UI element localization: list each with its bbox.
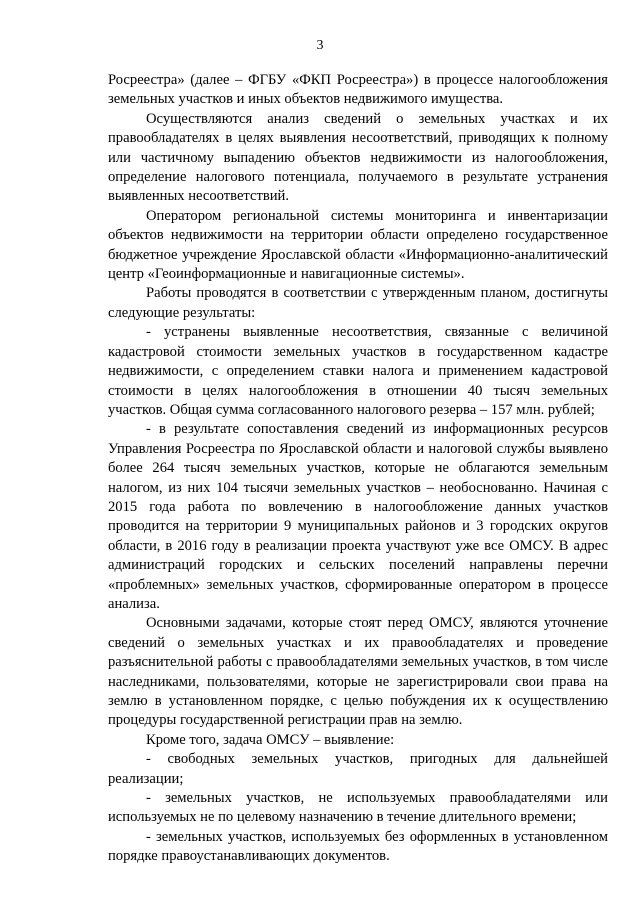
paragraph-result-comparison: - в результате сопоставления сведений из информационных ресурсов Управления Росреестра по Ярославской области и налоговой службы выявлено более 264 тысяч земельных участков, которые не облагаются земельным налогом, из них 104 тысячи земельных участков – необоснованно. Начиная с 2015 года работа по вовлечению в налогообложение данных участков проводится на территории 9 муниципальных районов и 3 городских округов области, в 2016 году в реализации проекта участвуют уже все ОМСУ. В адрес администраций городских и сельских поселений направлены перечни «проблемных» земельных участков, сформированные оператором в процессе анализа. bbox=[108, 421, 608, 612]
paragraph-operator: Оператором региональной системы мониторинга и инвентаризации объектов недвижимости на территории области определено государственное бюджетное учреждение Ярославской области «Информационно-аналитический центр «Геоинформационные и навигационные системы». bbox=[108, 207, 608, 283]
paragraph-result-cadastral: - устранены выявленные несоответствия, связанные с величиной кадастровой стоимости земельных участков в государственном кадастре недвижимости, с определением ставки налога и применением кадастровой стоимости в целях налогообложения в отношении 40 тысяч земельных участков. Общая сумма согласованного налогового резерва – 157 млн. рублей; bbox=[108, 324, 608, 418]
list-item-undocumented-plots: - земельных участков, используемых без оформленных в установленном порядке правоустанавливающих документов. bbox=[108, 828, 608, 865]
list-item-free-plots: - свободных земельных участков, пригодных для дальнейшей реализации; bbox=[108, 751, 608, 787]
page-number: 3 bbox=[316, 38, 324, 53]
paragraph-omsu-tasks: Основными задачами, которые стоят перед ОМСУ, являются уточнение сведений о земельных участках и их правообладателях и проведение разъяснительной работы с правообладателями земельных участков, в том числе наследниками, пользователями, которые не зарегистрировали свои права на землю в установленном порядке, с целью побуждения их к осуществлению процедуры государственной регистрации прав на землю. bbox=[108, 615, 608, 729]
list-item-unused-plots: - земельных участков, не используемых правообладателями или используемых не по целевому назначению в течение длительного времени; bbox=[108, 790, 608, 826]
paragraph-results-intro: Работы проводятся в соответствии с утвержденным планом, достигнуты следующие результаты: bbox=[108, 285, 608, 321]
paragraph-identification-intro: Кроме того, задача ОМСУ – выявление: bbox=[146, 731, 395, 748]
document-body bbox=[108, 71, 608, 867]
paragraph-continuation: Росреестра» (далее – ФГБУ «ФКП Росреестра») в процессе налогообложения земельных участков и иных объектов недвижимого имущества. bbox=[108, 72, 608, 108]
paragraph-analysis: Осуществляются анализ сведений о земельных участках и их правообладателях в целях выявления несоответствий, приводящих к полному или частичному выпадению объектов недвижимости из налогообложения, определение налогового потенциала, получаемого в результате устранения выявленных несоответствий. bbox=[108, 110, 608, 205]
